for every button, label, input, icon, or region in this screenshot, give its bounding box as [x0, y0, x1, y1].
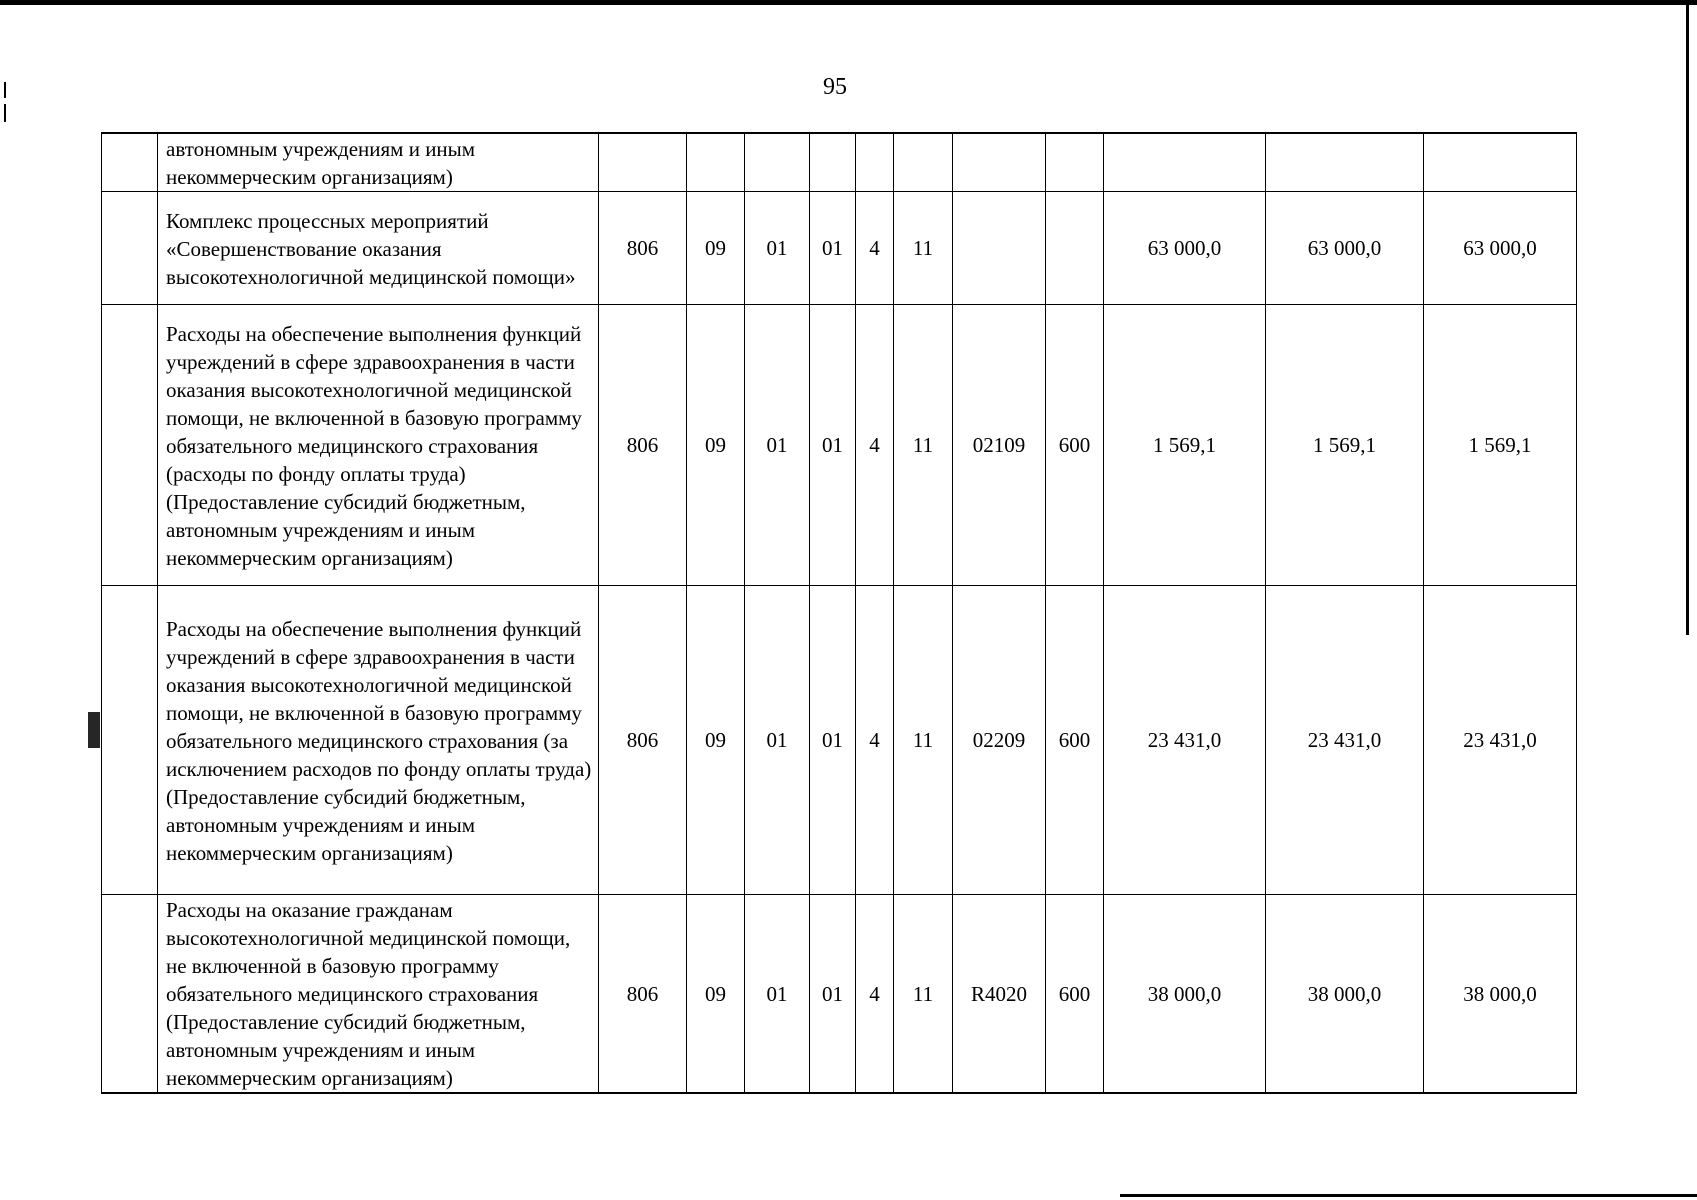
- subsection-cell: [745, 133, 810, 192]
- expense-code-cell: [953, 133, 1046, 192]
- amount-cell: 63 000,0: [1104, 192, 1266, 305]
- subprogram-cell: 4: [856, 192, 894, 305]
- scan-artifact: [88, 712, 100, 748]
- expense-type-cell: 600: [1046, 586, 1104, 895]
- subprogram-cell: 4: [856, 895, 894, 1094]
- subprogram-cell: [856, 133, 894, 192]
- amount-cell: 38 000,0: [1424, 895, 1577, 1094]
- budget-table: [101, 132, 1577, 1094]
- scan-bottom-edge: [1120, 1194, 1697, 1197]
- ministry-cell: 806: [599, 586, 687, 895]
- subsection-cell: 01: [745, 586, 810, 895]
- description-cell: Расходы на обеспечение выполнения функций учреждений в сфере здравоохранения в части оказания высокотехнологичной медицинской помощи, не включенной в базовую программу обязательного медицинского страхования (расходы по фонду оплаты труда) (Предоставление субсидий бюджетным, автономным учреждениям и иным некоммерческим организациям): [158, 305, 599, 586]
- amount-cell: [1266, 133, 1424, 192]
- ministry-cell: 806: [599, 305, 687, 586]
- table-row: [102, 895, 1577, 1094]
- amount-cell: 38 000,0: [1266, 895, 1424, 1094]
- amount-cell: 63 000,0: [1424, 192, 1577, 305]
- description-cell: автономным учреждениям и иным некоммерческим организациям): [158, 133, 599, 192]
- scan-left-mark: [4, 82, 6, 98]
- program-cell: 01: [810, 586, 856, 895]
- expense-type-cell: 600: [1046, 305, 1104, 586]
- row-number-cell: [102, 192, 158, 305]
- row-number-cell: [102, 586, 158, 895]
- subsection-cell: 01: [745, 192, 810, 305]
- section-cell: 09: [687, 895, 745, 1094]
- scan-right-edge: [1686, 5, 1689, 635]
- expense-type-cell: [1046, 192, 1104, 305]
- ministry-cell: 806: [599, 192, 687, 305]
- ministry-cell: 806: [599, 895, 687, 1094]
- description-cell: Комплекс процессных мероприятий «Совершенствование оказания высокотехнологичной медицинской помощи»: [158, 192, 599, 305]
- table-row: [102, 133, 1577, 192]
- amount-cell: 1 569,1: [1104, 305, 1266, 586]
- section-cell: 09: [687, 305, 745, 586]
- section-cell: 09: [687, 192, 745, 305]
- amount-cell: 63 000,0: [1266, 192, 1424, 305]
- direction-cell: [894, 133, 953, 192]
- expense-code-cell: 02209: [953, 586, 1046, 895]
- direction-cell: 11: [894, 192, 953, 305]
- amount-cell: 1 569,1: [1266, 305, 1424, 586]
- amount-cell: 1 569,1: [1424, 305, 1577, 586]
- row-number-cell: [102, 895, 158, 1094]
- description-cell: Расходы на оказание гражданам высокотехнологичной медицинской помощи, не включенной в базовую программу обязательного медицинского страхования (Предоставление субсидий бюджетным, автономным учреждениям и иным некоммерческим организациям): [158, 895, 599, 1094]
- table-row: [102, 305, 1577, 586]
- subsection-cell: 01: [745, 305, 810, 586]
- amount-cell: 38 000,0: [1104, 895, 1266, 1094]
- description-cell: Расходы на обеспечение выполнения функций учреждений в сфере здравоохранения в части оказания высокотехнологичной медицинской помощи, не включенной в базовую программу обязательного медицинского страхования (за исключением расходов по фонду оплаты труда) (Предоставление субсидий бюджетным, автономным учреждениям и иным некоммерческим организациям): [158, 586, 599, 895]
- amount-cell: [1424, 133, 1577, 192]
- subsection-cell: 01: [745, 895, 810, 1094]
- subprogram-cell: 4: [856, 305, 894, 586]
- expense-type-cell: 600: [1046, 895, 1104, 1094]
- program-cell: 01: [810, 895, 856, 1094]
- amount-cell: 23 431,0: [1104, 586, 1266, 895]
- program-cell: 01: [810, 192, 856, 305]
- expense-code-cell: [953, 192, 1046, 305]
- expense-type-cell: [1046, 133, 1104, 192]
- section-cell: 09: [687, 586, 745, 895]
- ministry-cell: [599, 133, 687, 192]
- row-number-cell: [102, 133, 158, 192]
- program-cell: [810, 133, 856, 192]
- expense-code-cell: R4020: [953, 895, 1046, 1094]
- direction-cell: 11: [894, 586, 953, 895]
- row-number-cell: [102, 305, 158, 586]
- table-row: [102, 192, 1577, 305]
- program-cell: 01: [810, 305, 856, 586]
- scan-top-border: [0, 0, 1697, 5]
- section-cell: [687, 133, 745, 192]
- amount-cell: 23 431,0: [1424, 586, 1577, 895]
- scan-left-mark: [4, 104, 6, 122]
- table-row: [102, 586, 1577, 895]
- direction-cell: 11: [894, 895, 953, 1094]
- amount-cell: 23 431,0: [1266, 586, 1424, 895]
- subprogram-cell: 4: [856, 586, 894, 895]
- amount-cell: [1104, 133, 1266, 192]
- direction-cell: 11: [894, 305, 953, 586]
- expense-code-cell: 02109: [953, 305, 1046, 586]
- page-number: 95: [823, 74, 847, 100]
